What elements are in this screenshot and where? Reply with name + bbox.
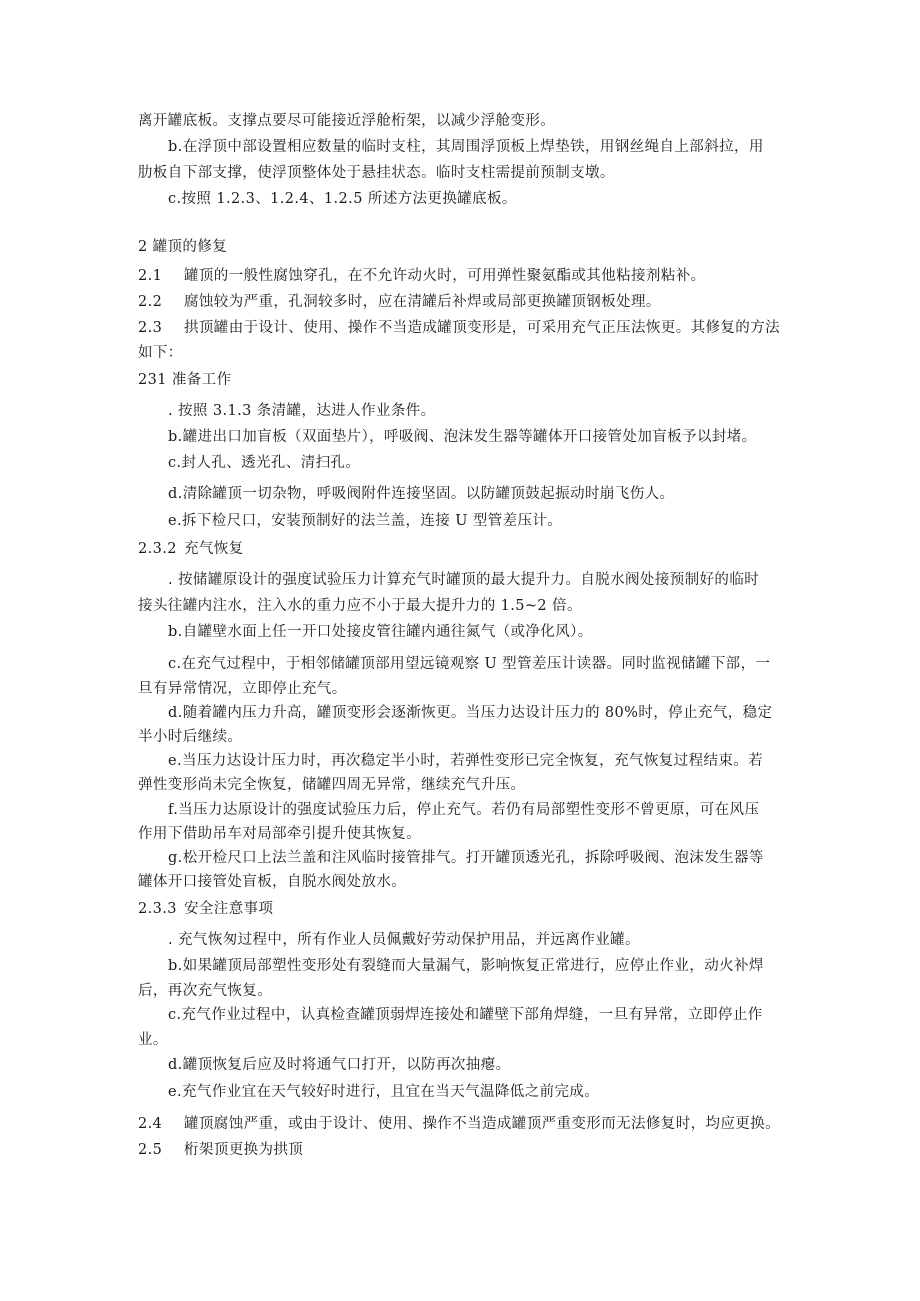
paragraph-line: 旦有异常情况，立即停止充气。 <box>138 681 347 697</box>
list-item-e: e.充气作业宜在天气较好时进行，且宜在当天气温降低之前完成。 <box>168 1084 600 1100</box>
clause-2-1 <box>138 266 706 286</box>
list-item-b: b.自罐壁水面上任一开口处接皮管往罐内通往氮气（或净化风）。 <box>168 624 593 640</box>
clause-text: 罐顶的一般性腐蚀穿孔，在不允许动火时，可用弹性聚氨酯或其他粘接剂粘补。 <box>184 268 706 284</box>
clause-2-5 <box>138 1140 303 1160</box>
paragraph-line: 肋板自下部支撑，使浮顶整体处于悬挂状态。临时支柱需提前预制支墩。 <box>138 165 615 181</box>
list-item-a: . 按照 3.1.3 条清罐，达进人作业条件。 <box>168 403 436 419</box>
clause-text: 腐蚀较为严重，孔洞较多时，应在清罐后补焊或局部更换罐顶钢板处理。 <box>184 294 661 310</box>
list-item-b: b.在浮顶中部设置相应数量的临时支柱，其周围浮顶板上焊垫铁，用钢丝绳自上部斜拉，用 <box>168 139 764 155</box>
subsection-2-3-2 <box>138 539 244 559</box>
list-item-a: . 按储罐原设计的强度试验压力计算充气时罐顶的最大提升力。自脱水阀处接预制好的临时 <box>168 572 760 588</box>
paragraph-line: 弹性变形尚未完全恢复，储罐四周无异常，继续充气升压。 <box>138 777 526 793</box>
clause-number: 2.3.2 <box>138 541 177 557</box>
clause-2-3 <box>138 318 780 338</box>
clause-text: 安全注意事项 <box>184 901 274 917</box>
list-item-b: b.如果罐顶局部塑性变形处有裂缝而大量漏气，影响恢复正常进行，应停止作业，动火补焊 <box>168 958 764 974</box>
clause-text: 桁架顶更换为拱顶 <box>184 1142 304 1158</box>
list-item-c: c.在充气过程中，于相邻储罐顶部用望远镜观察 U 型管差压计读器。同时监视储罐下部，一 <box>168 656 771 672</box>
list-item-e: e.拆下检尺口，安装预制好的法兰盖，连接 U 型管差压计。 <box>168 513 563 529</box>
clause-text: 充气恢复 <box>184 541 244 557</box>
list-item-e: e.当压力达设计压力时，再次稳定半小时，若弹性变形已完全恢复，充气恢复过程结束。若 <box>168 753 764 769</box>
clause-2-2 <box>138 292 661 312</box>
paragraph-line: 接头往罐内注水，注入水的重力应不小于最大提升力的 1.5~2 倍。 <box>138 598 582 614</box>
clause-number: 2.3.3 <box>138 901 177 917</box>
list-item-c: c.封人孔、透光孔、清扫孔。 <box>168 455 361 471</box>
list-item-d: d.随着罐内压力升高，罐顶变形会逐渐恢更。当压力达设计压力的 80%时，停止充气，稳定 <box>168 705 773 721</box>
subsection-2-3-3 <box>138 899 273 919</box>
subsection-heading: 231 准备工作 <box>138 372 232 388</box>
paragraph-line: 如下： <box>138 345 183 361</box>
paragraph-line: 离开罐底板。支撑点要尽可能接近浮舱桁架，以减少浮舱变形。 <box>138 113 556 129</box>
clause-text: 拱顶罐由于设计、使用、操作不当造成罐顶变形是，可采用充气正压法恢更。其修复的方法 <box>184 320 780 336</box>
paragraph-line: 罐体开口接管处盲板，自脱水阀处放水。 <box>138 874 407 890</box>
list-item-f: f.当压力达原设计的强度试验压力后，停止充气。若仍有局部塑性变形不曾更原，可在风压 <box>168 802 760 818</box>
clause-number: 2.5 <box>138 1142 163 1158</box>
clause-number: 2.2 <box>138 294 163 310</box>
paragraph-line: 后，再次充气恢复。 <box>138 983 273 999</box>
list-item-c: c.充气作业过程中，认真检查罐顶弱焊连接处和罐壁下部角焊缝，一旦有异常，立即停止作 <box>168 1007 763 1023</box>
list-item-b: b.罐进出口加盲板（双面垫片），呼吸阀、泡沫发生器等罐体开口接管处加盲板予以封堵。 <box>168 429 757 445</box>
list-item-a: . 充气恢匆过程中，所有作业人员佩戴好劳动保护用品，并远离作业罐。 <box>168 932 640 948</box>
section-heading: 2 罐顶的修复 <box>138 239 228 255</box>
list-item-d: d.清除罐顶一切杂物，呼吸阀附件连接坚固。以防罐顶鼓起振动时崩飞伤人。 <box>168 486 675 502</box>
clause-2-4 <box>138 1114 780 1134</box>
clause-number: 2.4 <box>138 1116 163 1132</box>
list-item-g: g.松开检尺口上法兰盖和注风临时接管排气。打开罐顶透光孔，拆除呼吸阀、泡沫发生器等 <box>168 850 764 866</box>
paragraph-line: 半小时后继续。 <box>138 729 243 745</box>
clause-number: 2.3 <box>138 320 163 336</box>
clause-number: 2.1 <box>138 268 163 284</box>
list-item-d: d.罐顶恢复后应及时将通气口打开，以防再次抽瘪。 <box>168 1057 511 1073</box>
list-item-c: c.按照 1.2.3、1.2.4、1.2.5 所述方法更换罐底板。 <box>168 191 517 207</box>
paragraph-line: 作用下借助吊车对局部牵引提升使其恢复。 <box>138 826 422 842</box>
clause-text: 罐顶腐蚀严重，或由于设计、使用、操作不当造成罐顶严重变形而无法修复时，均应更换。 <box>184 1116 780 1132</box>
paragraph-line: 业。 <box>138 1032 168 1048</box>
